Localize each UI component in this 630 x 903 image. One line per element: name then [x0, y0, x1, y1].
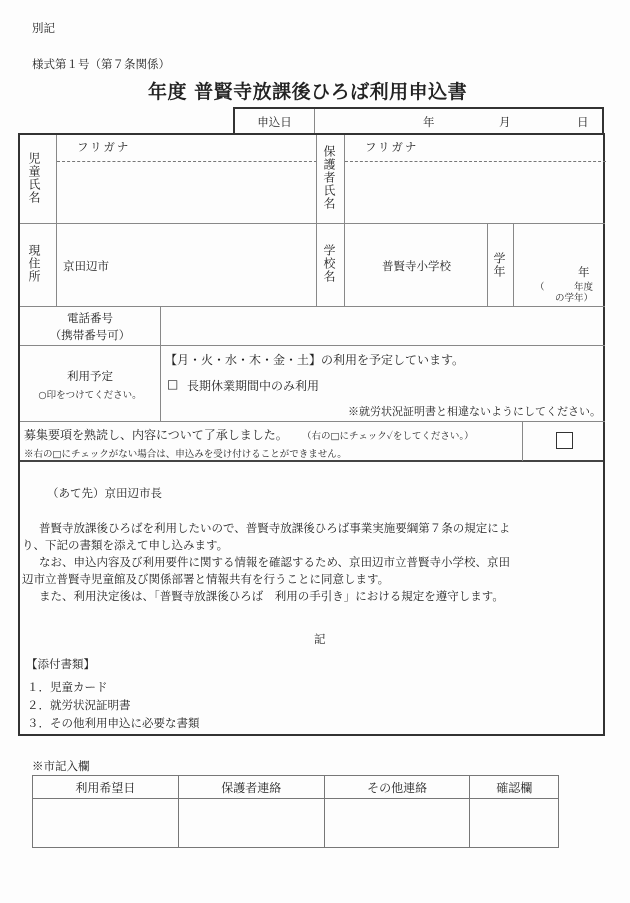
phone-field[interactable] — [160, 307, 605, 345]
column-header: 保護者連絡 — [178, 776, 324, 799]
fiscal-suffix: の学年） — [555, 293, 594, 304]
school-label-cell — [316, 224, 344, 306]
application-date-field[interactable] — [314, 109, 604, 134]
phone-row — [20, 306, 605, 345]
table-row — [33, 799, 559, 848]
other-contact-cell[interactable] — [324, 799, 470, 848]
desired-date-cell[interactable] — [33, 799, 179, 848]
day-unit: 日 — [577, 115, 589, 129]
statement-para3: また、利用決定後は、「普賢寺放課後ひろば 利用の手引き」における規定を遵守します。 — [39, 589, 504, 603]
school-field[interactable] — [344, 224, 487, 306]
guardian-contact-cell[interactable] — [178, 799, 324, 848]
school-label: 学校名 — [322, 244, 336, 283]
ki-label: 記 — [314, 632, 326, 646]
usage-plan-label: 利用予定 — [67, 369, 113, 383]
fiscal-open: （ — [535, 282, 545, 293]
consent-text: 募集要項を熟読し、内容について了承しました。 — [24, 428, 288, 442]
guardian-furigana-label: フリガナ — [365, 140, 419, 154]
consent-hint: （右の□にチェック✓をしてください。） — [302, 431, 474, 442]
confirmation-cell[interactable] — [470, 799, 559, 848]
consent-checkbox[interactable] — [556, 432, 573, 449]
addressee: （あて先）京田辺市長 — [47, 486, 162, 500]
phone-label: 電話番号 — [67, 311, 113, 325]
application-date-row — [233, 107, 604, 134]
guardian-name-label: 保護者氏名 — [322, 145, 336, 210]
grade-label-cell — [487, 224, 513, 306]
child-name-label: 児童氏名 — [27, 152, 41, 204]
attachment-item: ２．就労状況証明書 — [27, 698, 131, 712]
school-value: 普賢寺小学校 — [382, 259, 451, 273]
application-form-table — [18, 133, 605, 462]
consent-row — [20, 421, 605, 462]
attachments-heading: 【添付書類】 — [26, 657, 95, 671]
long-vacation-label: 長期休業期間中のみ利用 — [187, 379, 320, 393]
address-value: 京田辺市 — [63, 259, 109, 273]
application-statement — [18, 460, 605, 736]
long-vacation-checkbox[interactable]: □ — [167, 377, 179, 391]
column-header: 利用希望日 — [33, 776, 179, 799]
page-title: 年度 普賢寺放課後ひろば利用申込書 — [148, 81, 468, 103]
grade-field[interactable] — [513, 224, 605, 306]
month-unit: 月 — [499, 115, 511, 129]
consent-warning: ※右の□にチェックがない場合は、申込みを受け付けることができません。 — [24, 449, 347, 460]
guardian-name-field[interactable] — [344, 135, 605, 223]
usage-plan-note: ※就労状況証明書と相違ないようにしてください。 — [348, 405, 601, 418]
address-label: 現住所 — [27, 244, 41, 283]
statement-para1-line2: り、下記の書類を添えて申し込みます。 — [22, 538, 229, 552]
usage-plan-row — [20, 345, 605, 421]
consent-checkbox-cell — [522, 422, 605, 461]
phone-sublabel: （携帯番号可） — [49, 328, 131, 342]
child-furigana-label: フリガナ — [77, 140, 131, 154]
form-number: 様式第１号（第７条関係） — [32, 57, 170, 71]
guardian-label-cell — [316, 135, 344, 223]
statement-para2-line2: 辺市立普賢寺児童館及び関係部署と情報共有を行うことに同意します。 — [22, 572, 390, 586]
city-use-table — [32, 775, 559, 848]
year-unit: 年 — [423, 115, 435, 129]
address-field[interactable] — [56, 224, 316, 306]
grade-label: 学年 — [492, 252, 506, 278]
statement-para1-line1: 普賢寺放課後ひろばを利用したいので、普賢寺放課後ひろば事業実施要綱第７条の規定によ — [39, 521, 511, 535]
statement-para2-line1: なお、申込内容及び利用要件に関する情報を確認するため、京田辺市立普賢寺小学校、京田 — [39, 555, 511, 569]
address-row — [20, 223, 605, 306]
grade-unit: 年 — [578, 265, 590, 279]
attachment-item: ３．その他利用申込に必要な書類 — [27, 716, 200, 730]
annex-label: 別記 — [32, 21, 55, 35]
fiscal-unit: 年度 — [574, 282, 594, 293]
application-date-label: 申込日 — [257, 115, 292, 129]
child-name-field[interactable] — [56, 135, 316, 223]
weekday-selection[interactable]: 【月・火・水・木・金・土】の利用を予定しています。 — [165, 353, 465, 367]
usage-plan-field — [160, 346, 605, 421]
attachment-item: １．児童カード — [27, 680, 108, 694]
usage-plan-sublabel: ○印をつけてください。 — [38, 390, 142, 401]
column-header: 確認欄 — [470, 776, 559, 799]
city-use-heading: ※市記入欄 — [32, 759, 90, 773]
column-header: その他連絡 — [324, 776, 470, 799]
